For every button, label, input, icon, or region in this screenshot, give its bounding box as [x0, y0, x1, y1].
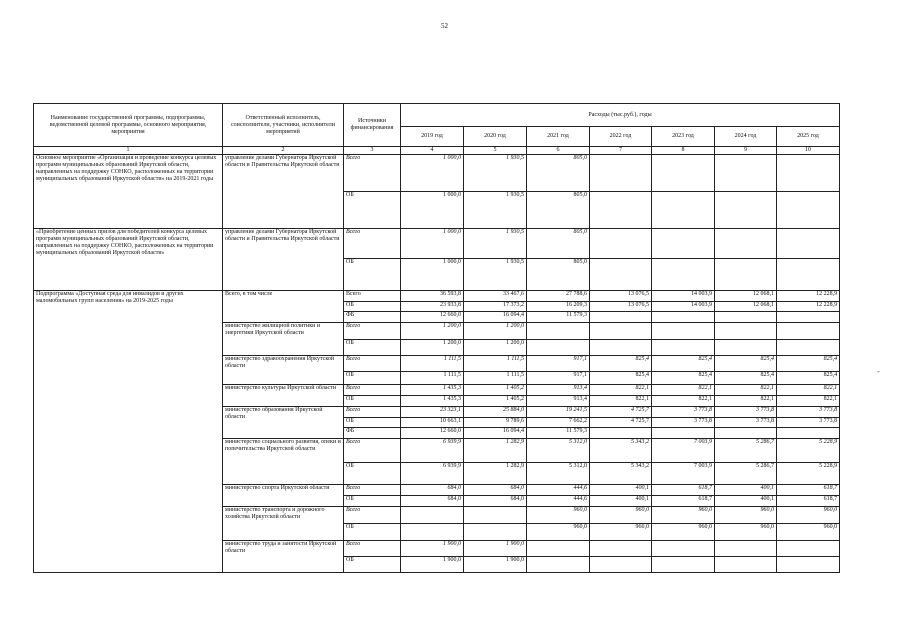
value-cell: [590, 323, 652, 340]
page-number: 52: [441, 22, 448, 30]
value-cell: [715, 541, 777, 557]
value-cell: 12 660,0: [401, 428, 464, 439]
margin-mark: -: [877, 367, 880, 376]
funding-source: Всего: [344, 485, 401, 496]
value-cell: 1 111,5: [464, 372, 527, 385]
value-cell: [590, 340, 652, 356]
value-cell: 1 930,5: [464, 229, 527, 259]
responsible-executor: управление делами Губернатора Иркутской области и Правительства Иркутской области: [223, 229, 344, 291]
value-cell: 960,0: [527, 524, 590, 541]
value-cell: 618,7: [777, 496, 840, 507]
value-cell: 805,0: [527, 155, 590, 192]
value-cell: 917,1: [527, 356, 590, 372]
value-cell: [652, 155, 715, 192]
value-cell: 1 000,0: [401, 192, 464, 229]
value-cell: 4 725,7: [590, 418, 652, 428]
header-year: 2021 год: [527, 127, 590, 147]
funding-source: Всего: [344, 541, 401, 557]
value-cell: 960,0: [590, 524, 652, 541]
value-cell: 6 939,9: [401, 463, 464, 485]
value-cell: [590, 428, 652, 439]
value-cell: 684,0: [464, 496, 527, 507]
funding-source: ОБ: [344, 496, 401, 507]
value-cell: 822,1: [777, 385, 840, 396]
funding-source: Всего: [344, 507, 401, 524]
responsible-executor: министерство социального развития, опеки и попечительства Иркутской области: [223, 439, 344, 485]
funding-source: ФБ: [344, 312, 401, 323]
value-cell: 805,0: [527, 192, 590, 229]
value-cell: [590, 557, 652, 573]
value-cell: 5 228,9: [777, 439, 840, 463]
value-cell: 960,0: [715, 507, 777, 524]
value-cell: 825,4: [590, 356, 652, 372]
value-cell: 684,0: [464, 485, 527, 496]
header-year: 2023 год: [652, 127, 715, 147]
value-cell: 33 467,6: [464, 291, 527, 302]
value-cell: 7 003,9: [652, 463, 715, 485]
value-cell: [777, 155, 840, 192]
value-cell: 19 241,5: [527, 407, 590, 418]
value-cell: [715, 557, 777, 573]
value-cell: 400,1: [715, 496, 777, 507]
column-number: 6: [527, 147, 590, 155]
value-cell: 822,1: [715, 385, 777, 396]
value-cell: 16 094,4: [464, 428, 527, 439]
value-cell: 9 789,6: [464, 418, 527, 428]
value-cell: [652, 192, 715, 229]
value-cell: 5 228,9: [777, 463, 840, 485]
column-number: 4: [401, 147, 464, 155]
value-cell: 5 312,0: [527, 439, 590, 463]
funding-source: ОБ: [344, 557, 401, 573]
column-number: 1: [34, 147, 223, 155]
value-cell: [652, 557, 715, 573]
header-year: 2024 год: [715, 127, 777, 147]
value-cell: 618,7: [652, 496, 715, 507]
value-cell: 1 930,5: [464, 259, 527, 291]
value-cell: 913,4: [527, 385, 590, 396]
value-cell: 12 068,1: [715, 291, 777, 302]
value-cell: 4 725,7: [590, 407, 652, 418]
responsible-executor: Всего, в том числе: [223, 291, 344, 323]
value-cell: 3 773,8: [715, 418, 777, 428]
value-cell: [464, 524, 527, 541]
activity-name: Основное мероприятие «Организация и проведение конкурса целевых программ муниципальных образований Иркутской области, направленных на поддержку СОНКО, расположенных на территории муниципальных образований Иркутской области» на 2019-2021 годы: [34, 155, 223, 229]
funding-source: ОБ: [344, 418, 401, 428]
funding-source: ОБ: [344, 524, 401, 541]
value-cell: 12 068,1: [715, 302, 777, 312]
value-cell: 1 930,5: [464, 155, 527, 192]
column-number: 2: [223, 147, 344, 155]
value-cell: 7 003,9: [652, 439, 715, 463]
column-number-row: [34, 147, 840, 155]
value-cell: 1 000,0: [401, 155, 464, 192]
value-cell: 3 773,8: [652, 418, 715, 428]
value-cell: 1 900,0: [401, 557, 464, 573]
table-row: [34, 155, 840, 192]
value-cell: 913,4: [527, 396, 590, 407]
value-cell: 14 003,9: [652, 302, 715, 312]
value-cell: 1 200,0: [401, 340, 464, 356]
value-cell: 822,1: [590, 385, 652, 396]
value-cell: 12 228,9: [777, 291, 840, 302]
value-cell: 822,1: [715, 396, 777, 407]
value-cell: [464, 507, 527, 524]
value-cell: 1 930,5: [464, 192, 527, 229]
funding-source: Всего: [344, 407, 401, 418]
header-year: 2019 год: [401, 127, 464, 147]
value-cell: 822,1: [652, 385, 715, 396]
value-cell: [777, 541, 840, 557]
header-year: 2022 год: [590, 127, 652, 147]
value-cell: 16 094,4: [464, 312, 527, 323]
value-cell: 822,1: [652, 396, 715, 407]
value-cell: 960,0: [777, 507, 840, 524]
funding-source: ОБ: [344, 302, 401, 312]
value-cell: 1 900,0: [401, 541, 464, 557]
value-cell: 1 405,2: [464, 396, 527, 407]
value-cell: 825,4: [715, 356, 777, 372]
value-cell: [590, 192, 652, 229]
value-cell: 1 282,9: [464, 463, 527, 485]
value-cell: 1 900,0: [464, 557, 527, 573]
value-cell: [715, 259, 777, 291]
value-cell: [777, 259, 840, 291]
funding-source: Всего: [344, 356, 401, 372]
value-cell: 444,6: [527, 496, 590, 507]
responsible-executor: министерство труда и занятости Иркутской области: [223, 541, 344, 573]
value-cell: 12 660,0: [401, 312, 464, 323]
funding-source: ОБ: [344, 372, 401, 385]
funding-source: ОБ: [344, 463, 401, 485]
value-cell: [777, 312, 840, 323]
value-cell: 11 579,3: [527, 428, 590, 439]
value-cell: [652, 312, 715, 323]
value-cell: 960,0: [777, 524, 840, 541]
value-cell: 1 435,3: [401, 396, 464, 407]
value-cell: 960,0: [590, 507, 652, 524]
value-cell: 1 200,0: [464, 340, 527, 356]
value-cell: [715, 192, 777, 229]
value-cell: 444,6: [527, 485, 590, 496]
funding-source: Всего: [344, 385, 401, 396]
value-cell: [652, 428, 715, 439]
value-cell: 13 076,5: [590, 302, 652, 312]
value-cell: 1 111,5: [401, 356, 464, 372]
funding-source: ОБ: [344, 259, 401, 291]
responsible-executor: управление делами Губернатора Иркутской области и Правительства Иркутской области: [223, 155, 344, 229]
value-cell: 5 343,2: [590, 439, 652, 463]
responsible-executor: министерство здравоохранения Иркутской области: [223, 356, 344, 385]
value-cell: [715, 323, 777, 340]
column-number: 9: [715, 147, 777, 155]
budget-table: [33, 103, 840, 573]
value-cell: [401, 524, 464, 541]
value-cell: 684,0: [401, 485, 464, 496]
value-cell: 400,1: [590, 485, 652, 496]
value-cell: 1 282,9: [464, 439, 527, 463]
value-cell: 960,0: [527, 507, 590, 524]
responsible-executor: министерство образования Иркутской области: [223, 407, 344, 439]
value-cell: [527, 340, 590, 356]
value-cell: 825,4: [652, 372, 715, 385]
value-cell: 618,7: [777, 485, 840, 496]
value-cell: [590, 155, 652, 192]
value-cell: 1 435,3: [401, 385, 464, 396]
header-responsible: Ответственный исполнитель, соисполнители, участники, исполнители мероприятий: [223, 104, 344, 147]
funding-source: Всего: [344, 291, 401, 302]
value-cell: 1 405,2: [464, 385, 527, 396]
value-cell: [715, 312, 777, 323]
value-cell: 11 579,3: [527, 312, 590, 323]
value-cell: 5 286,7: [715, 463, 777, 485]
responsible-executor: министерство жилищной политики и энергетики Иркутской области: [223, 323, 344, 356]
value-cell: [590, 229, 652, 259]
header-row: [34, 104, 840, 127]
value-cell: 1 111,5: [464, 356, 527, 372]
value-cell: 917,1: [527, 372, 590, 385]
value-cell: 12 228,9: [777, 302, 840, 312]
value-cell: 618,7: [652, 485, 715, 496]
value-cell: 684,0: [401, 496, 464, 507]
value-cell: [715, 229, 777, 259]
value-cell: 3 773,8: [777, 407, 840, 418]
value-cell: 5 343,2: [590, 463, 652, 485]
value-cell: [527, 541, 590, 557]
value-cell: 10 663,1: [401, 418, 464, 428]
funding-source: ОБ: [344, 396, 401, 407]
value-cell: 825,4: [777, 372, 840, 385]
value-cell: 1 200,0: [401, 323, 464, 340]
value-cell: 400,1: [590, 496, 652, 507]
value-cell: 27 788,6: [527, 291, 590, 302]
funding-source: Всего: [344, 439, 401, 463]
value-cell: [590, 259, 652, 291]
funding-source: Всего: [344, 155, 401, 192]
value-cell: 3 773,8: [777, 418, 840, 428]
value-cell: 3 773,8: [715, 407, 777, 418]
value-cell: 5 312,0: [527, 463, 590, 485]
column-number: 7: [590, 147, 652, 155]
value-cell: 1 111,5: [401, 372, 464, 385]
responsible-executor: министерство спорта Иркутской области: [223, 485, 344, 507]
value-cell: 822,1: [590, 396, 652, 407]
table-row: [34, 291, 840, 302]
table-row: [34, 229, 840, 259]
value-cell: [401, 507, 464, 524]
value-cell: [777, 229, 840, 259]
value-cell: 36 593,8: [401, 291, 464, 302]
header-year: 2025 год: [777, 127, 840, 147]
funding-source: ФБ: [344, 428, 401, 439]
value-cell: 825,4: [777, 356, 840, 372]
value-cell: [777, 323, 840, 340]
column-number: 3: [344, 147, 401, 155]
value-cell: 13 076,5: [590, 291, 652, 302]
value-cell: [715, 428, 777, 439]
value-cell: [527, 323, 590, 340]
value-cell: [590, 312, 652, 323]
value-cell: 805,0: [527, 229, 590, 259]
subprogram-name: Подпрограмма «Доступная среда для инвалидов и других маломобильных групп населения» на 2019-2025 годы: [34, 291, 223, 573]
value-cell: [777, 428, 840, 439]
value-cell: [652, 323, 715, 340]
funding-source: ОБ: [344, 192, 401, 229]
value-cell: 825,4: [715, 372, 777, 385]
value-cell: 822,1: [777, 396, 840, 407]
value-cell: 960,0: [652, 524, 715, 541]
value-cell: [715, 340, 777, 356]
value-cell: 825,4: [590, 372, 652, 385]
value-cell: [715, 155, 777, 192]
activity-name: «Приобретение ценных призов для победителей конкурса целевых программ муниципальных образований Иркутской области, направленных на поддержку СОНКО, расположенных на территории муниципальных образований Иркутской области»: [34, 229, 223, 291]
value-cell: 16 209,3: [527, 302, 590, 312]
value-cell: [777, 340, 840, 356]
value-cell: 14 003,9: [652, 291, 715, 302]
value-cell: [527, 557, 590, 573]
value-cell: 25 884,0: [464, 407, 527, 418]
value-cell: 960,0: [652, 507, 715, 524]
header-source: Источники финансирования: [344, 104, 401, 147]
value-cell: 5 286,7: [715, 439, 777, 463]
value-cell: 6 939,9: [401, 439, 464, 463]
value-cell: 400,1: [715, 485, 777, 496]
value-cell: 17 373,2: [464, 302, 527, 312]
value-cell: [777, 557, 840, 573]
header-expenses: Расходы (тыс.руб.), годы: [401, 104, 840, 127]
value-cell: 1 000,0: [401, 229, 464, 259]
value-cell: 1 200,0: [464, 323, 527, 340]
value-cell: 7 662,2: [527, 418, 590, 428]
value-cell: 805,0: [527, 259, 590, 291]
value-cell: 23 323,1: [401, 407, 464, 418]
responsible-executor: министерство культуры Иркутской области: [223, 385, 344, 407]
value-cell: 23 933,8: [401, 302, 464, 312]
value-cell: 1 000,0: [401, 259, 464, 291]
column-number: 5: [464, 147, 527, 155]
column-number: 10: [777, 147, 840, 155]
funding-source: Всего: [344, 323, 401, 340]
column-number: 8: [652, 147, 715, 155]
value-cell: [652, 340, 715, 356]
value-cell: 1 900,0: [464, 541, 527, 557]
value-cell: [777, 192, 840, 229]
value-cell: 960,0: [715, 524, 777, 541]
value-cell: 3 773,8: [652, 407, 715, 418]
header-year: 2020 год: [464, 127, 527, 147]
value-cell: [652, 259, 715, 291]
value-cell: [652, 229, 715, 259]
funding-source: ОБ: [344, 340, 401, 356]
header-name: Наименование государственной программы, подпрограммы, ведомственной целевой программы, основного мероприятия, мероприятия: [34, 104, 223, 147]
value-cell: 825,4: [652, 356, 715, 372]
responsible-executor: министерство транспорта и дорожного хозяйства Иркутской области: [223, 507, 344, 541]
funding-source: Всего: [344, 229, 401, 259]
value-cell: [590, 541, 652, 557]
value-cell: [652, 541, 715, 557]
